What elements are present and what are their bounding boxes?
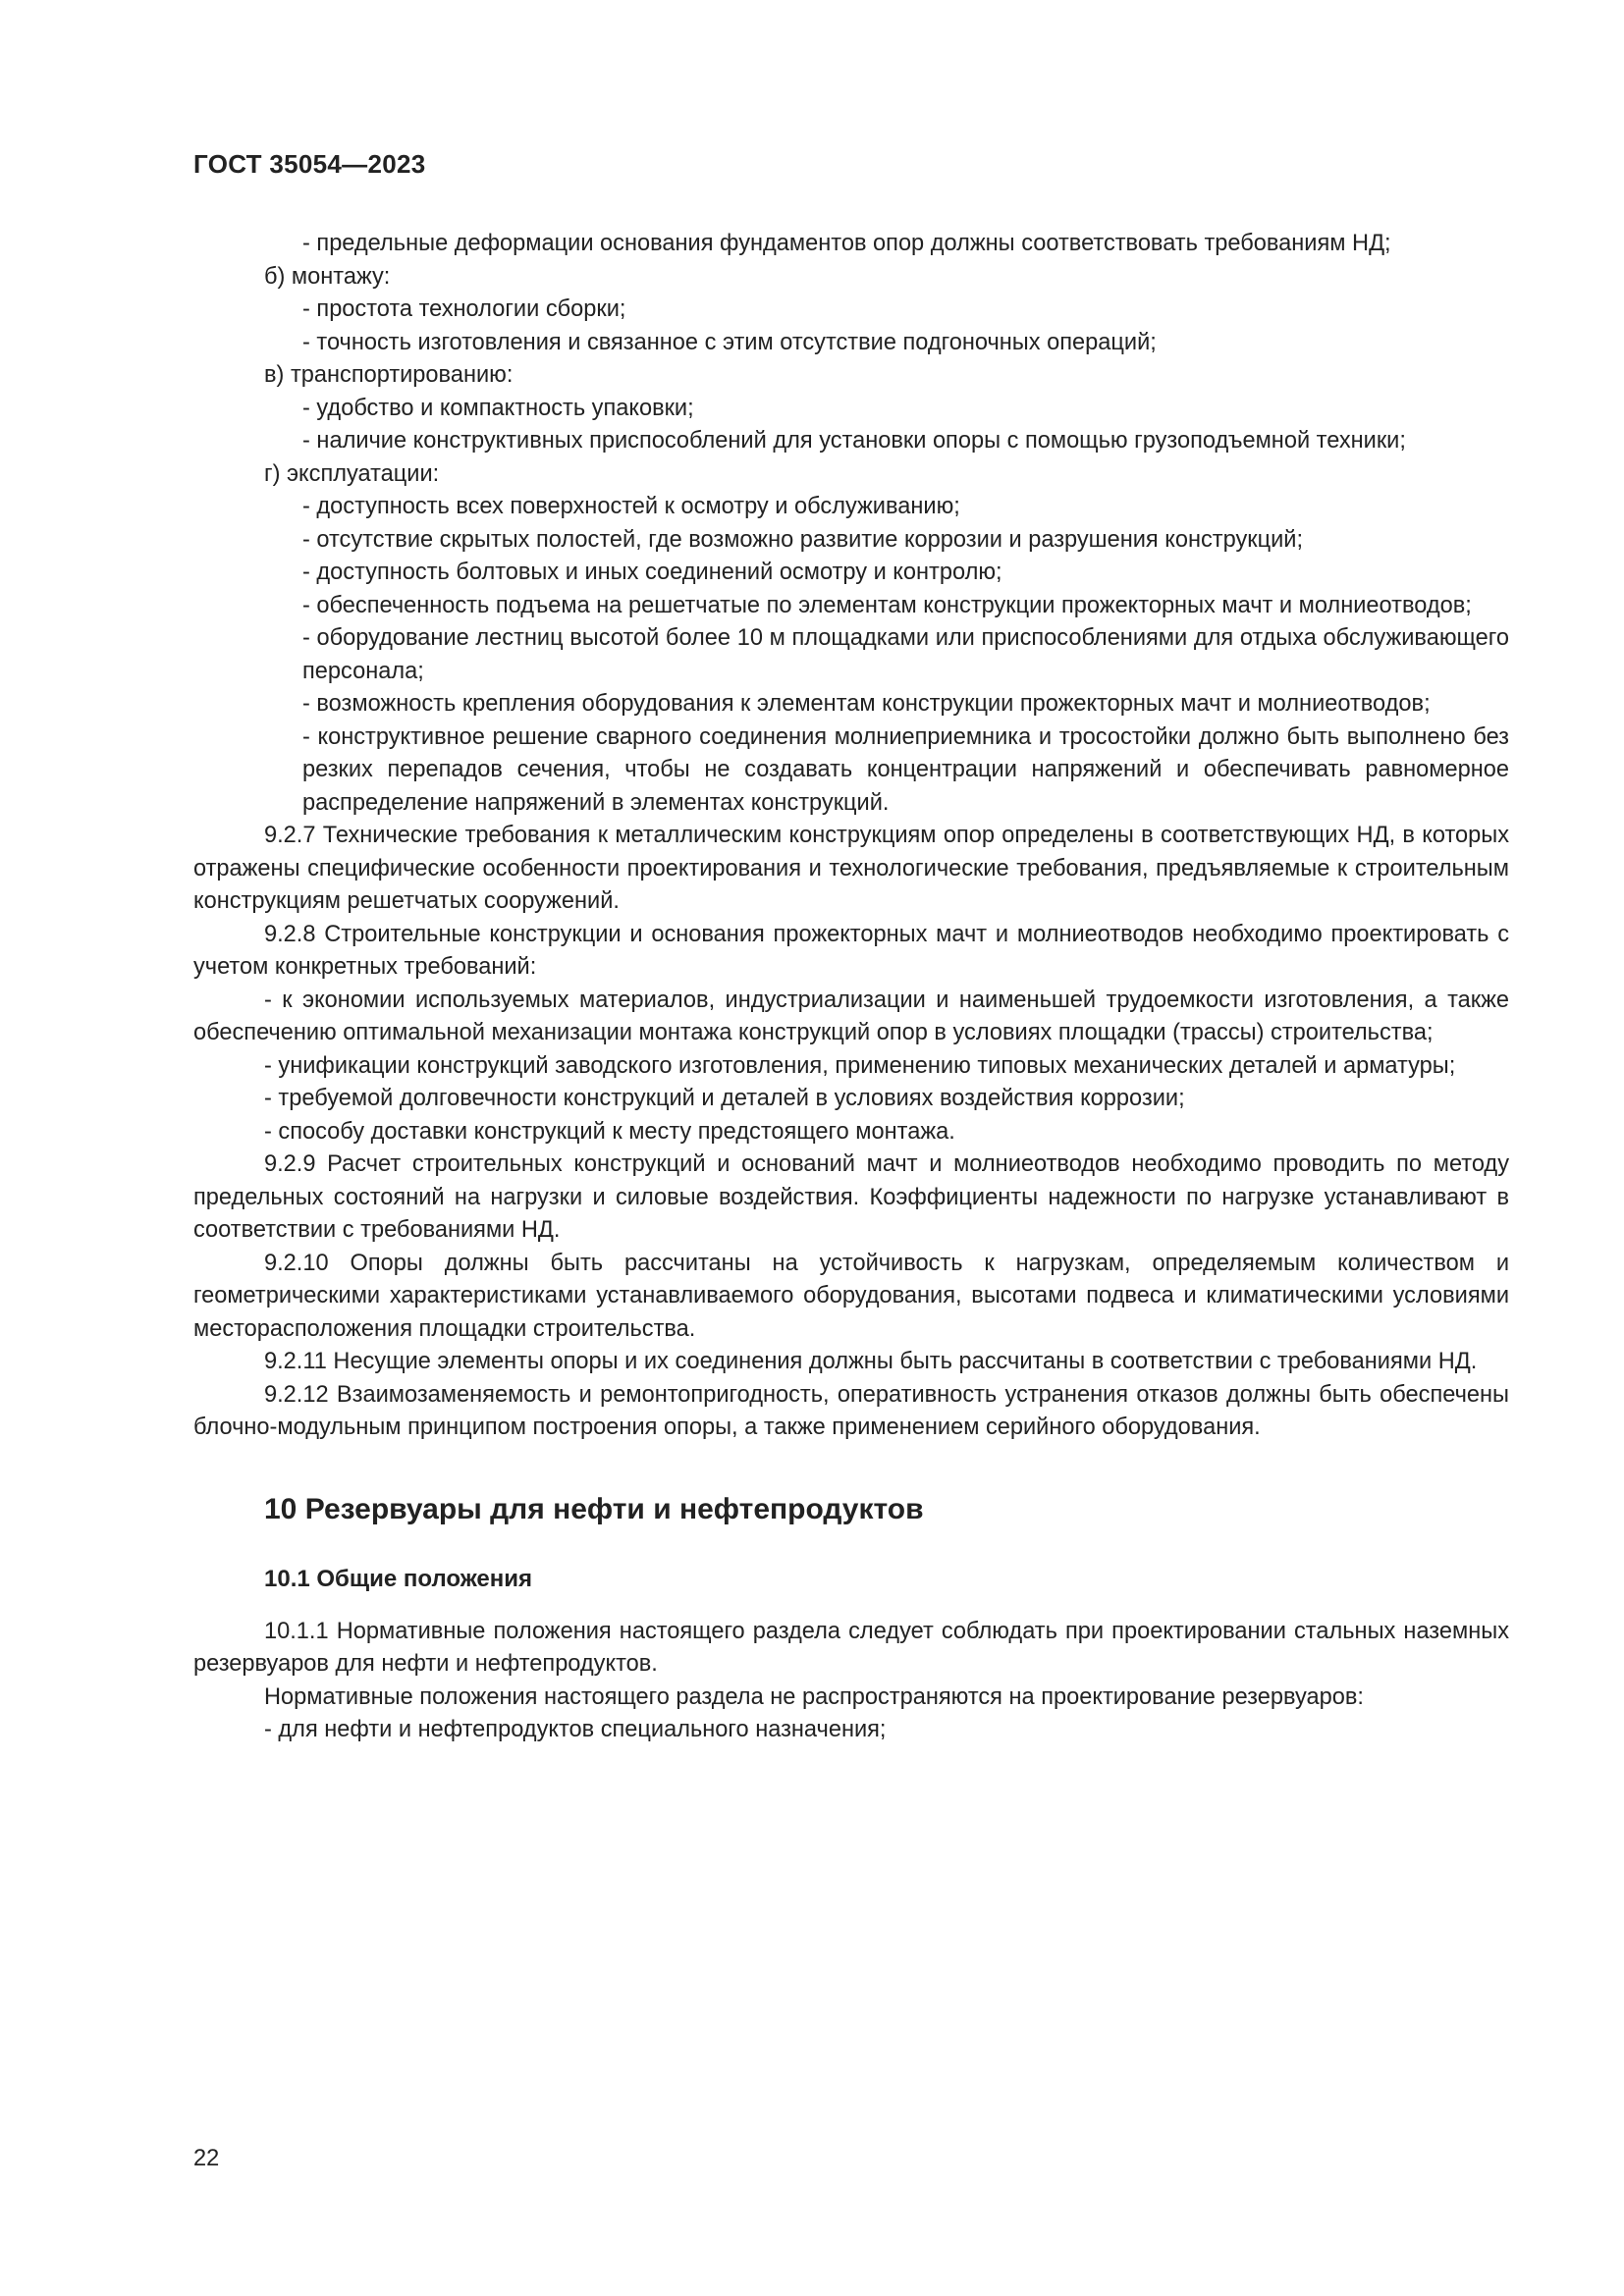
list-item: - оборудование лестниц высотой более 10 м площадками или приспособлениями для отдыха обслуживающего персонала; <box>302 625 1509 684</box>
document-id-header: ГОСТ 35054—2023 <box>193 149 426 179</box>
list-subheading: б) монтажу: <box>264 263 391 290</box>
list-item: - требуемой долговечности конструкций и деталей в условиях воздействия коррозии; <box>264 1086 1185 1111</box>
document-body <box>193 228 1509 1747</box>
list-item: - простота технологии сборки; <box>302 296 626 322</box>
subsection-title: 10.1 Общие положения <box>264 1565 533 1592</box>
list-item: - предельные деформации основания фундаментов опор должны соответствовать требованиям НД; <box>302 231 1391 256</box>
paragraph: Нормативные положения настоящего раздела не распространяются на проектирование резервуаров: <box>264 1683 1364 1710</box>
list-item: - точность изготовления и связанное с этим отсутствие подгоночных операций; <box>302 329 1157 355</box>
paragraph-9-2-10: 9.2.10 Опоры должны быть рассчитаны на устойчивость к нагрузкам, определяемым количеством и геометрическими характеристиками устанавливаемого оборудования, высотами подвеса и климатическими условиями месторасположения площадки строительства. <box>193 1250 1509 1342</box>
paragraph-9-2-12: 9.2.12 Взаимозаменяемость и ремонтопригодность, оперативность устранения отказов должны быть обеспечены блочно-модульным принципом построения опоры, а также применением серийного оборудования. <box>193 1381 1509 1440</box>
list-item: - обеспеченность подъема на решетчатые по элементам конструкции прожекторных мачт и молниеотводов; <box>302 592 1472 618</box>
list-subheading: г) эксплуатации: <box>264 460 440 487</box>
paragraphs-block-1 <box>193 228 1509 1445</box>
paragraph-9-2-9: 9.2.9 Расчет строительных конструкций и оснований мачт и молниеотводов необходимо проводить по методу предельных состояний на нагрузки и силовые воздействия. Коэффициенты надежности по нагрузке устанавливают в соответствии с требованиями НД. <box>193 1151 1509 1243</box>
paragraph-10-1-1: 10.1.1 Нормативные положения настоящего раздела следует соблюдать при проектировании стальных наземных резервуаров для нефти и нефтепродуктов. <box>193 1618 1509 1677</box>
paragraph-9-2-11: 9.2.11 Несущие элементы опоры и их соединения должны быть рассчитаны в соответствии с требованиями НД. <box>264 1349 1478 1374</box>
list-item: - к экономии используемых материалов, индустриализации и наименьшей трудоемкости изготовления, а также обеспечению оптимальной механизации монтажа конструкций опор в условиях площадки (трассы) строительства; <box>193 987 1509 1045</box>
section-title: 10 Резервуары для нефти и нефтепродуктов <box>264 1492 924 1525</box>
list-item: - способу доставки конструкций к месту предстоящего монтажа. <box>264 1118 955 1145</box>
list-item: - возможность крепления оборудования к элементам конструкции прожекторных мачт и молниеотводов; <box>302 691 1431 717</box>
list-subheading: в) транспортированию: <box>264 362 514 388</box>
paragraph-9-2-7: 9.2.7 Технические требования к металлическим конструкциям опор определены в соответствующих НД, в которых отражены специфические особенности проектирования и технологические требования, предъявляемые к строительным конструкциям решетчатых сооружений. <box>193 823 1509 914</box>
list-item: - для нефти и нефтепродуктов специального назначения; <box>264 1717 887 1742</box>
list-item: - наличие конструктивных приспособлений для установки опоры с помощью грузоподъемной техники; <box>302 428 1406 454</box>
list-item: - конструктивное решение сварного соединения молниеприемника и тросостойки должно быть выполнено без резких перепадов сечения, чтобы не создавать концентрации напряжений и обеспечивать равномерное распределение напряжений в элементах конструкций. <box>302 723 1509 816</box>
list-item: - унификации конструкций заводского изготовления, применению типовых механических деталей и арматуры; <box>264 1052 1456 1079</box>
page-number: 22 <box>193 2146 220 2171</box>
list-item: - доступность всех поверхностей к осмотру и обслуживанию; <box>302 494 960 519</box>
paragraph-9-2-8: 9.2.8 Строительные конструкции и основания прожекторных мачт и молниеотводов необходимо проектировать с учетом конкретных требований: <box>193 921 1509 980</box>
list-item: - удобство и компактность упаковки; <box>302 395 694 421</box>
list-item: - отсутствие скрытых полостей, где возможно развитие коррозии и разрушения конструкций; <box>302 526 1304 553</box>
paragraphs-block-2 <box>193 1616 1509 1747</box>
list-item: - доступность болтовых и иных соединений осмотру и контролю; <box>302 560 1002 585</box>
